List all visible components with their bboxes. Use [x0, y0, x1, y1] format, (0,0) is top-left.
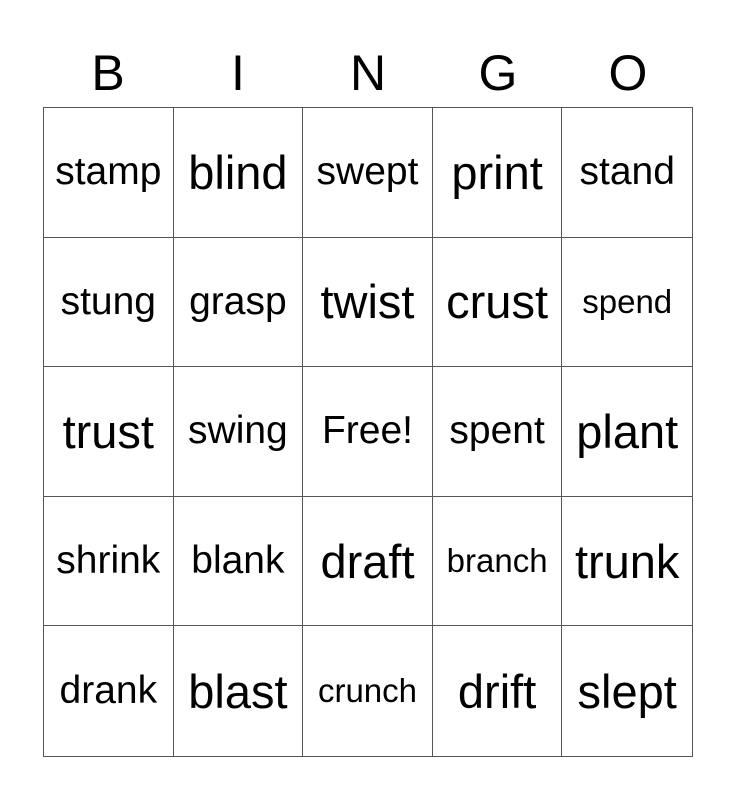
bingo-cell[interactable]: grasp — [174, 238, 304, 368]
bingo-cell[interactable]: crunch — [303, 626, 433, 756]
bingo-cell[interactable]: swing — [174, 367, 304, 497]
bingo-cell[interactable]: trust — [44, 367, 174, 497]
bingo-cell[interactable]: swept — [303, 108, 433, 238]
bingo-cell[interactable]: drift — [433, 626, 563, 756]
header-letter-b: B — [91, 45, 125, 101]
header-letter-n: N — [349, 45, 387, 101]
bingo-cell[interactable]: twist — [303, 238, 433, 368]
bingo-cell[interactable]: stamp — [44, 108, 174, 238]
bingo-cell[interactable]: blast — [174, 626, 304, 756]
bingo-cell[interactable]: blank — [174, 497, 304, 627]
header-letter-g: G — [478, 45, 518, 101]
bingo-cell[interactable]: stand — [562, 108, 692, 238]
header-letter-i: I — [231, 45, 245, 101]
bingo-cell[interactable]: crust — [433, 238, 563, 368]
bingo-board — [43, 107, 693, 757]
bingo-cell[interactable]: branch — [433, 497, 563, 627]
bingo-cell[interactable]: trunk — [562, 497, 692, 627]
bingo-cell[interactable]: blind — [174, 108, 304, 238]
free-space-cell[interactable]: Free! — [303, 367, 433, 497]
bingo-cell[interactable]: stung — [44, 238, 174, 368]
header-letter-o: O — [608, 45, 648, 101]
bingo-cell[interactable]: shrink — [44, 497, 174, 627]
bingo-cell[interactable]: slept — [577, 664, 677, 718]
bingo-cell[interactable]: spent — [433, 367, 563, 497]
bingo-cell[interactable]: plant — [562, 367, 692, 497]
bingo-cell[interactable]: print — [433, 108, 563, 238]
bingo-cell[interactable]: draft — [303, 497, 433, 627]
bingo-cell[interactable]: drank — [44, 626, 174, 756]
bingo-cell[interactable]: spend — [562, 238, 692, 368]
bingo-header — [43, 38, 693, 108]
